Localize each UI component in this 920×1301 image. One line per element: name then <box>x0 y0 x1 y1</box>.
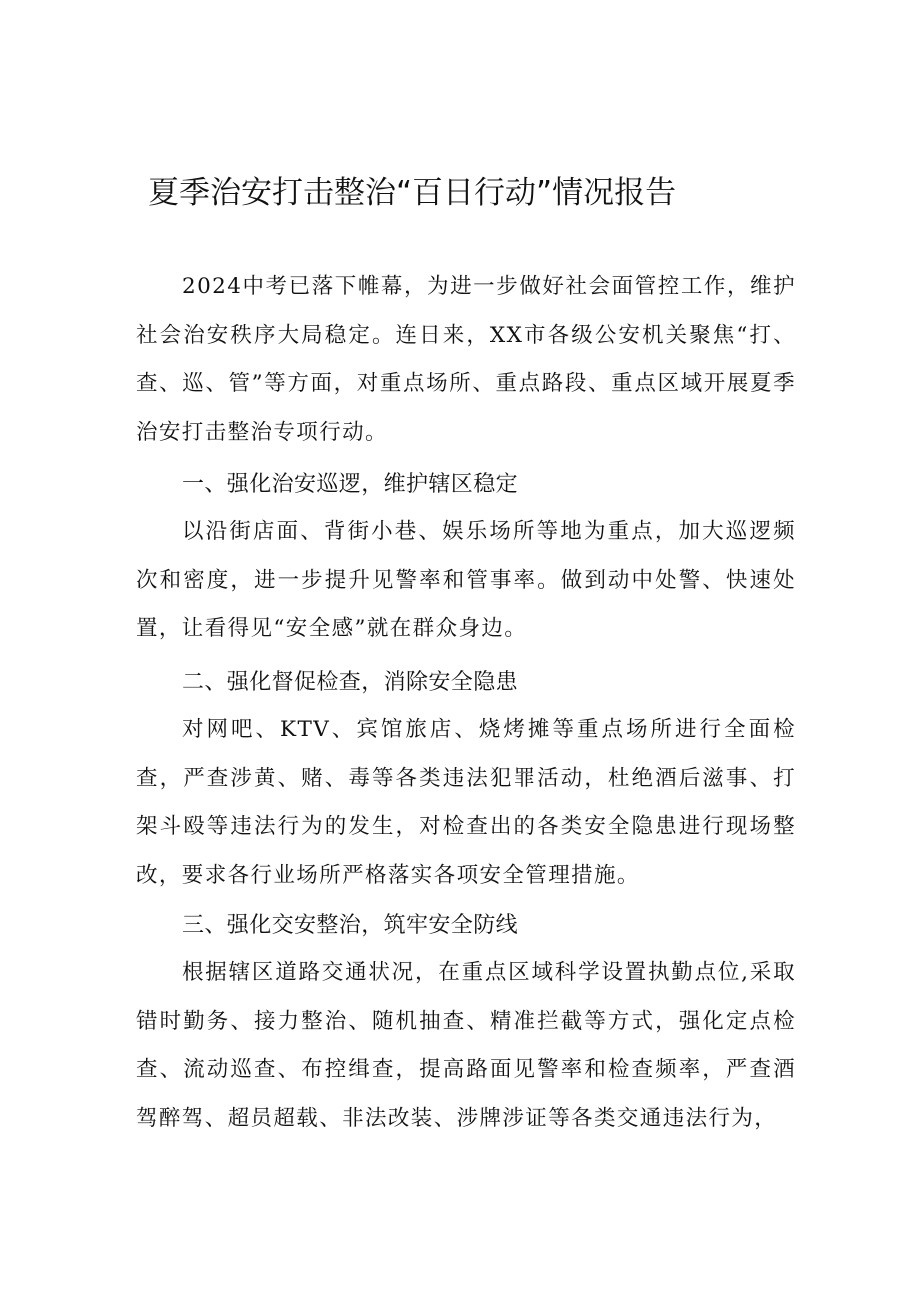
intro-paragraph: 2024中考已落下帷幕，为进一步做好社会面管控工作，维护社会治安秩序大局稳定。连日来，XX市各级公安机关聚焦“打、查、巡、管”等方面，对重点场所、重点路段、重点区域开展夏季治安打击整治专项行动。 <box>136 274 796 445</box>
section-heading-1: 一、强化治安巡逻，维护辖区稳定 <box>182 472 519 497</box>
section-body-2: 对网吧、KTV、宾馆旅店、烧烤摊等重点场所进行全面检查，严查涉黄、赌、毒等各类违法犯罪活动，杜绝酒后滋事、打架斗殴等违法行为的发生，对检查出的各类安全隐患进行现场整改，要求各行业场所严格落实各项安全管理措施。 <box>136 717 796 888</box>
section-body-1: 以沿街店面、背街小巷、娱乐场所等地为重点，加大巡逻频次和密度，进一步提升见警率和管事率。做到动中处警、快速处置，让看得见“安全感”就在群众身边。 <box>136 519 796 642</box>
section-heading-2: 二、强化督促检查，消除安全隐患 <box>182 670 519 695</box>
page-title: 夏季治安打击整治“百日行动”情况报告 <box>148 175 677 211</box>
section-body-3: 根据辖区道路交通状况，在重点区域科学设置执勤点位,采取错时勤务、接力整治、随机抽查、精准拦截等方式，强化定点检查、流动巡查、布控缉查，提高路面见警率和检查频率，严查酒驾醉驾、超员超载、非法改装、涉牌涉证等各类交通违法行为， <box>136 960 796 1131</box>
section-heading-3: 三、强化交安整治，筑牢安全防线 <box>182 913 519 938</box>
